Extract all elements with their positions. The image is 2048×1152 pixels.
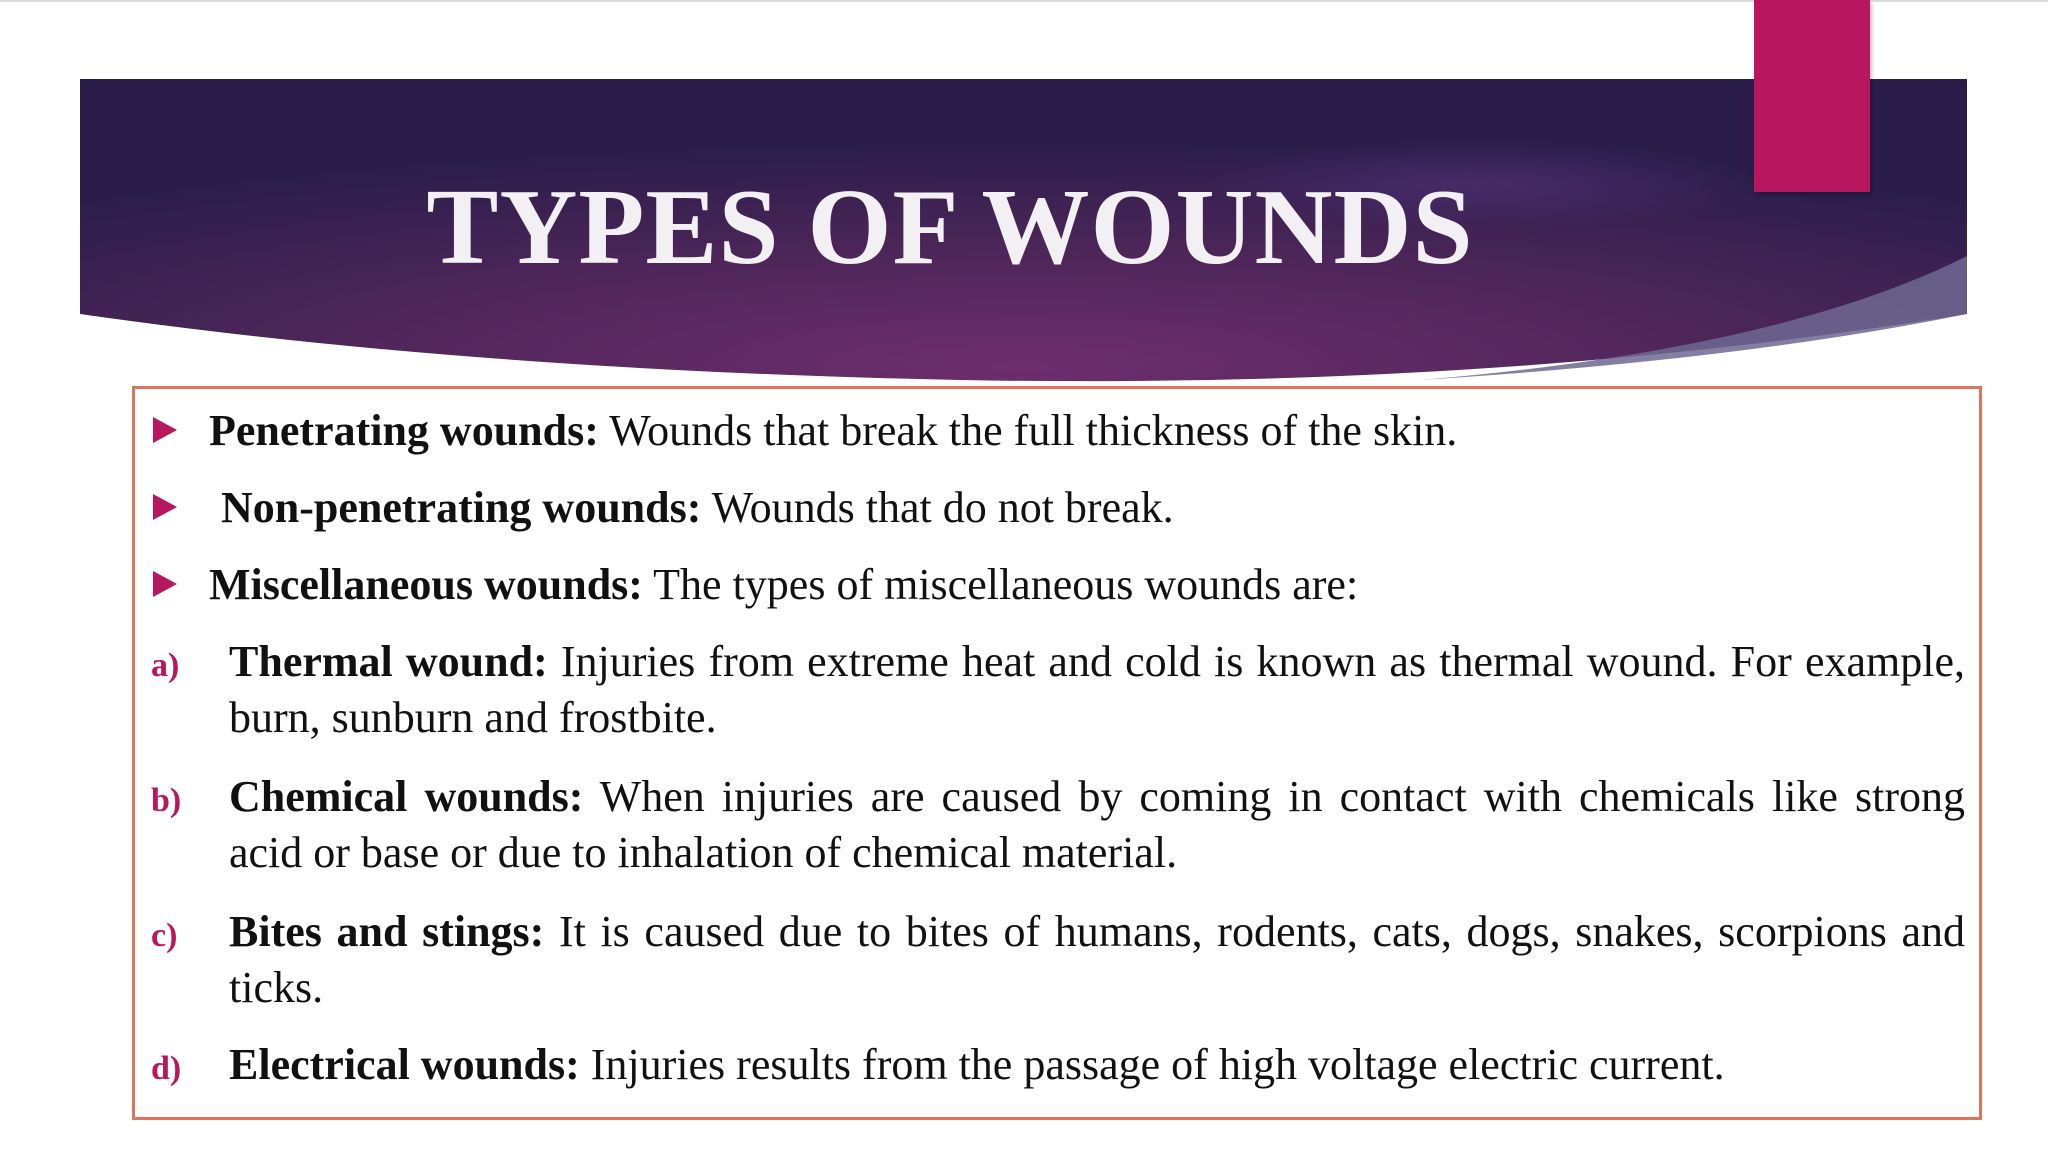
content-box	[132, 386, 1982, 1120]
triangle-bullet-icon	[153, 417, 177, 443]
list-term: Chemical wounds:	[229, 772, 584, 821]
list-description: Injuries results from the passage of high voltage electric current.	[579, 1040, 1725, 1089]
triangle-bullet-icon	[153, 494, 177, 520]
accent-tab	[1754, 0, 1870, 192]
bullet-text	[209, 403, 1969, 459]
bullet-term: Penetrating wounds:	[209, 406, 599, 455]
list-letter: c)	[151, 917, 178, 954]
bullet-term: Non-penetrating wounds:	[221, 483, 702, 532]
bullet-description: Wounds that break the full thickness of the skin.	[598, 406, 1458, 455]
list-letter: a)	[151, 647, 180, 684]
list-letter: b)	[151, 782, 182, 819]
bullet-text	[221, 480, 1969, 536]
list-description: It is caused due to bites of humans, rodents, cats, dogs, snakes, scorpions and ticks.	[229, 907, 1965, 1012]
bullet-description: The types of miscellaneous wounds are:	[642, 560, 1359, 609]
triangle-bullet-icon	[153, 571, 177, 597]
list-term: Electrical wounds:	[229, 1040, 580, 1089]
list-description: When injuries are caused by coming in contact with chemicals like strong acid or base or due to inhalation of chemical material.	[229, 772, 1965, 877]
list-item-text	[229, 769, 1965, 881]
list-item-text	[229, 634, 1965, 746]
bullet-description: Wounds that do not break.	[701, 483, 1174, 532]
list-letter: d)	[151, 1050, 182, 1087]
bullet-term: Miscellaneous wounds:	[209, 560, 643, 609]
slide-title: TYPES OF WOUNDS	[426, 168, 1474, 287]
bullet-text	[209, 557, 1969, 613]
list-item-text	[229, 904, 1965, 1016]
list-item-text	[229, 1037, 1965, 1093]
list-description: Injuries from extreme heat and cold is known as thermal wound. For example, burn, sunburn and frostbite.	[229, 637, 1965, 742]
list-term: Bites and stings:	[229, 907, 545, 956]
list-term: Thermal wound:	[229, 637, 548, 686]
